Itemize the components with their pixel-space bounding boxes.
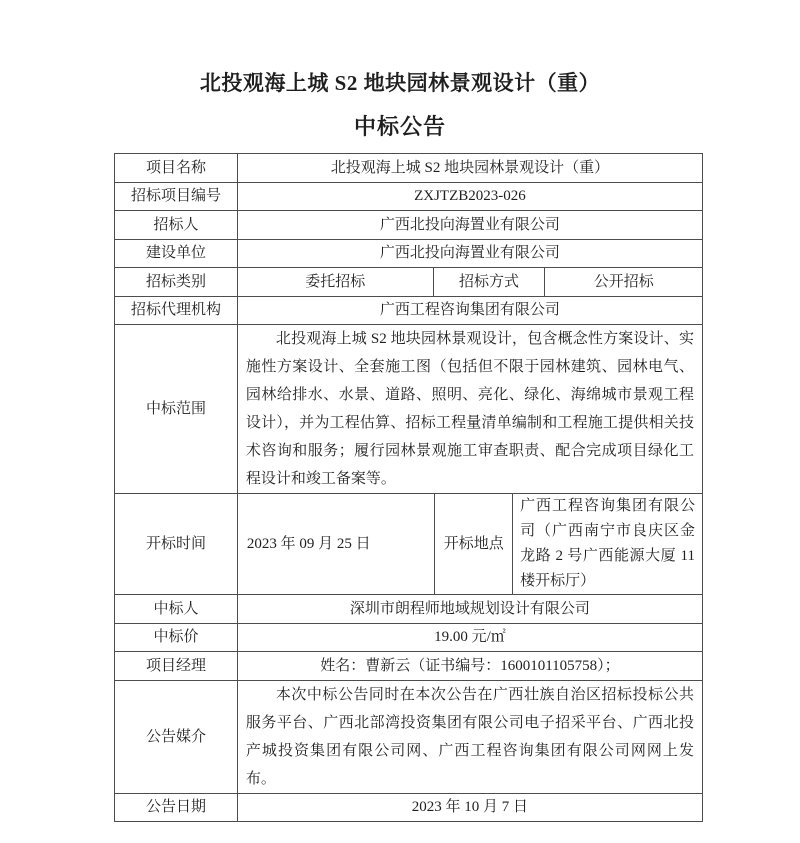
agency-value: 广西工程咨询集团有限公司 xyxy=(238,297,703,326)
tender-category-label: 招标类别 xyxy=(115,268,238,297)
row-construction-unit xyxy=(115,240,703,269)
winner-value: 深圳市朗程师地域规划设计有限公司 xyxy=(238,595,703,624)
opening-time-label: 开标时间 xyxy=(115,494,238,595)
tenderer-label: 招标人 xyxy=(115,211,238,240)
opening-time-value: 2023 年 09 月 25 日 xyxy=(238,494,436,595)
tender-no-value: ZXJTZB2023-026 xyxy=(238,183,703,212)
announce-date-label: 公告日期 xyxy=(115,794,238,823)
announcement-table xyxy=(114,153,703,822)
project-name-label: 项目名称 xyxy=(115,154,238,183)
project-name-value: 北投观海上城 S2 地块园林景观设计（重） xyxy=(238,154,703,183)
tender-no-label: 招标项目编号 xyxy=(115,183,238,212)
price-value: 19.00 元/㎡ xyxy=(238,624,703,653)
tender-method-value: 公开招标 xyxy=(545,268,703,297)
opening-place-value: 广西工程咨询集团有限公司（广西南宁市良庆区金龙路 2 号广西能源大厦 11 楼开标厅） xyxy=(513,494,703,595)
agency-label: 招标代理机构 xyxy=(115,297,238,326)
construction-unit-label: 建设单位 xyxy=(115,240,238,269)
manager-value: 姓名：曹新云（证书编号：1600101105758）； xyxy=(238,652,703,681)
row-opening xyxy=(115,494,703,595)
price-label: 中标价 xyxy=(115,624,238,653)
media-value: 本次中标公告同时在本次公告在广西壮族自治区招标投标公共服务平台、广西北部湾投资集团有限公司电子招采平台、广西北投产城投资集团有限公司网、广西工程咨询集团有限公司网网上发布。 xyxy=(238,681,703,794)
row-announce-date xyxy=(115,794,703,823)
row-tenderer xyxy=(115,211,703,240)
winner-label: 中标人 xyxy=(115,595,238,624)
row-project-name xyxy=(115,154,703,183)
row-agency xyxy=(115,297,703,326)
row-price xyxy=(115,624,703,653)
construction-unit-value: 广西北投向海置业有限公司 xyxy=(238,240,703,269)
tender-category-value: 委托招标 xyxy=(238,268,434,297)
tender-method-label: 招标方式 xyxy=(434,268,546,297)
media-label: 公告媒介 xyxy=(115,681,238,794)
row-manager xyxy=(115,652,703,681)
scope-label: 中标范围 xyxy=(115,325,238,494)
row-scope xyxy=(115,325,703,494)
row-winner xyxy=(115,595,703,624)
row-tender-category xyxy=(115,268,703,297)
document-subtitle: 中标公告 xyxy=(353,114,446,139)
announce-date-value: 2023 年 10 月 7 日 xyxy=(238,794,703,823)
manager-label: 项目经理 xyxy=(115,652,238,681)
opening-place-label: 开标地点 xyxy=(435,494,513,595)
tenderer-value: 广西北投向海置业有限公司 xyxy=(238,211,703,240)
row-media xyxy=(115,681,703,794)
document-title: 北投观海上城 S2 地块园林景观设计（重） xyxy=(199,71,601,95)
scope-value: 北投观海上城 S2 地块园林景观设计，包含概念性方案设计、实施性方案设计、全套施工图（包括但不限于园林建筑、园林电气、园林给排水、水景、道路、照明、亮化、绿化、海绵城市景观工程设计），并为工程估算、招标工程量清单编制和工程施工提供相关技术咨询和服务；履行园林景观施工审查职责、配合完成项目绿化工程设计和竣工备案等。 xyxy=(238,325,703,494)
row-tender-no xyxy=(115,183,703,212)
